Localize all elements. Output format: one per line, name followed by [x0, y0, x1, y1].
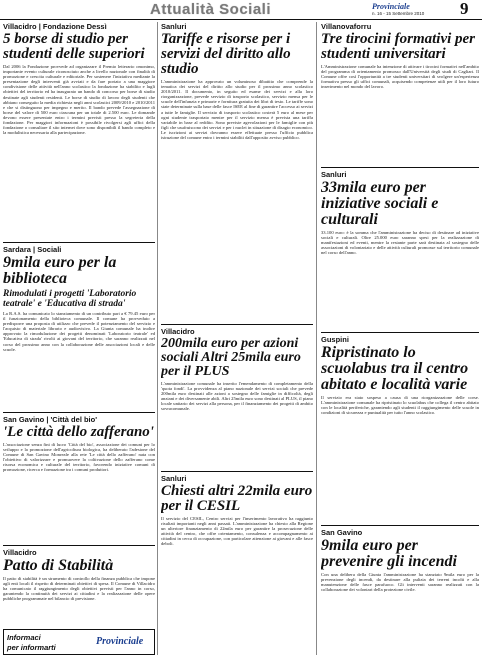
article-patto-stabilita [3, 548, 155, 626]
article-headline: Tre tirocini formativi per studenti universitari [321, 31, 476, 62]
article-body: 33.100 euro: è la somma che l'amministrazione ha deciso di destinare ad iniziative sociali e culturali. Oltre 25.000 euro saranno spesi per la realizzazione di manifestazioni ed eventi, mentre la restante parte sarà destinata al sostegno delle associazioni di volontariato e delle attività culturali promosse sul territorio comunale nel corso dell'anno. [321, 230, 479, 256]
article-headline: Patto di Stabilità [3, 557, 114, 574]
article-headline: 5 borse di studio per studenti delle superiori [3, 31, 145, 62]
article-body: Con una delibera della Giunta l'amministrazione ha stanziato 9mila euro per la prevenzione degli incendi, da destinare alla pulizia dei terreni incolti e alla manutenzione delle fasce parafuoco. Gli interventi saranno realizzati con la collaborazione dei volontari della protezione civile. [321, 572, 479, 593]
article-headline: 9mila euro per la biblioteca [3, 254, 117, 287]
article-kicker: Villacidro | Fondazione Dessì [3, 22, 107, 31]
article-divider [161, 471, 313, 472]
article-diritto-studio [161, 22, 313, 322]
article-body: Il patto di stabilità è un strumento di controllo della finanza pubblica che impone agli enti locali il rispetto di determinati obiettivi di spesa. Il Comune di Villacidro ha comunicato il raggiungimento degli obiettivi previsti per l'anno in corso, garantendo la continuità dei servizi ai cittadini e la realizzazione delle opere pubbliche programmate nel bilancio di previsione. [3, 576, 155, 602]
article-subhead: Rimodulati i progetti 'Laboratorio teatrale' e 'Educativa di strada' [3, 289, 137, 309]
article-divider [161, 324, 313, 325]
article-kicker: Sanluri [161, 474, 187, 483]
article-body: L'amministrazione comunale ha inserito l'emendamento di completamento della 'quota fondi'. La provvidenza al piano nazionale dei servizi sociali che prevede 200mila euro destinati alle azioni a sostegno delle famiglie in difficoltà, degli anziani e dei diversamente abili. Altri 25mila euro sono destinati al PLUS, il piano locale unitario dei servizi alla persona, per il finanziamento dei progetti di ambito sovracomunale. [161, 381, 313, 412]
article-kicker: San Gavino [321, 528, 363, 537]
article-cesil [161, 474, 313, 654]
article-incendi [321, 528, 479, 655]
column-right [321, 22, 479, 655]
article-scuolabus [321, 335, 479, 523]
newspaper-logo: Provinciale [372, 2, 410, 11]
article-kicker: Guspini [321, 335, 349, 344]
article-body: Il servizio del CESIL, Centro servizi per l'inserimento lavorativo ha raggiunto risultati importanti negli anni passati. L'amministrazione ha chiesto alla Regione un ulteriore finanziamento di 22mila euro per garantire la prosecuzione delle attività del centro, che offre orientamento, consulenza e accompagnamento ai cittadini in cerca di occupazione, con particolare attenzione ai giovani e alle fasce deboli. [161, 516, 313, 547]
promo-line-1: Informaci [7, 633, 41, 642]
article-headline: 33mila euro per iniziative sociali e culturali [321, 179, 439, 228]
issue-date: n. 16 - 15 Settembre 2010 [372, 11, 425, 16]
article-body: La R.A.S. ha comunicato lo stanziamento di un contributo pari a € 79.45 euro per il funzionamento della biblioteca comunale. Il comune ha provveduto a predisporre una proposta di utilizzo che prevede il potenziamento del servizio e l'acquisto di materiale librario e audiovisivo. La Giunta comunale ha inoltre approvato la rimodulazione dei progetti denominati 'Laboratorio teatrale' ed 'Educativa di strada' rivolti ai giovani del territorio, che saranno realizzati nel corso del prossimo anno con la collaborazione delle associazioni locali e delle scuole. [3, 311, 155, 352]
article-headline: Chiesti altri 22mila euro per il CESIL [161, 483, 313, 514]
article-headline: Ripristinato lo scuolabus tra il centro abitato e località varie [321, 344, 469, 393]
article-divider [321, 525, 479, 526]
column-left [3, 22, 155, 655]
article-iniziative-sociali [321, 170, 479, 330]
article-body: Dal 2006 la Fondazione provvede ad organizzare il Premio letterario omonimo, importante evento culturale riconosciuto anche a livello nazionale con finalità di promozione e crescita culturale e editoriale. Per sostenere l'iniziativa mediante la presentazione degli interventi già avviati e da fare portato a una maggiore condivisione delle attività nell'anno scolastico la fondazione ha stabilito e lugli obiettivi del territorio ed ha inaugurato un bando di concorso per borse di studio destinate agli studenti residenti. Le borse di studio di lavoro degli studenti che abbiano conseguito la media richiesta negli anni scolastici 2009/2010 e 2010/2011 e che si distinguono per impegno e merito. Il bando prevede l'assegnazione di borse del valore di 500 euro ciascuna per un totale di 2.500 euro. Le domande devono essere presentate entro i termini previsti presso la segreteria della fondazione. Per maggiori informazioni è possibile rivolgersi agli uffici della fondazione o consultare il sito internet dove sono disponibili il bando completo e la modulistica necessaria alla partecipazione. [3, 64, 155, 136]
article-headline: 9mila euro per prevenire gli incendi [321, 537, 457, 570]
article-divider [3, 412, 155, 413]
article-tirocini [321, 22, 479, 165]
article-divider [321, 332, 479, 333]
article-kicker: Sanluri [321, 170, 347, 179]
article-kicker: Sanluri [161, 22, 187, 31]
article-kicker: Sardara | Sociali [3, 245, 62, 254]
article-body: Il servizio era stato sospeso a causa di una riorganizzazione delle corse. L'amministrazione comunale ha ripristinato lo scuolabus che collega il centro abitato con le località periferiche, garantendo agli studenti il raggiungimento delle scuole in condizioni di sicurezza e puntualità per tutto l'anno scolastico. [321, 395, 479, 416]
promo-brand: Provinciale [96, 636, 144, 647]
article-kicker: Villanovaforru [321, 22, 372, 31]
column-divider [157, 22, 158, 655]
article-azioni-sociali [161, 327, 313, 469]
article-biblioteca [3, 245, 155, 410]
article-borse-di-studio [3, 22, 155, 240]
article-divider [3, 545, 155, 546]
promo-box [3, 629, 155, 655]
column-divider [316, 22, 317, 655]
column-middle [161, 22, 313, 655]
article-headline: Tariffe e risorse per i servizi del diritto allo studio [161, 31, 291, 77]
article-zafferano [3, 415, 155, 543]
article-divider [321, 167, 479, 168]
article-body: L'associazione senza fini di lucro 'Città del bio', associazione dei comuni per lo sviluppo e la promozione dell'agricoltura biologica, ha deliberato l'adesione del Comune di San Gavino Monreale alla rete 'Le città dello zafferano' nata con l'obiettivo di valorizzare e promuovere la coltivazione dello zafferano come risorsa economica e culturale del territorio, favorendo iniziative comuni di promozione, ricerca e formazione tra i comuni produttori. [3, 442, 155, 473]
masthead [0, 0, 482, 20]
article-body: L'Amministrazione comunale ha intenzione di attivare i tirocini formativi nell'ambito del programma di orientamento promosso dall'Università degli studi di Cagliari. Il Comune offre così l'opportunità a tre studenti universitari di svolgere un'esperienza formativa presso gli uffici comunali, acquisendo competenze utili per il loro futuro inserimento nel mondo del lavoro. [321, 64, 479, 90]
article-kicker: Villacidro [3, 548, 37, 557]
page-number: 9 [460, 0, 469, 18]
section-title: Attualità Sociali [150, 1, 272, 18]
article-divider [3, 242, 155, 243]
article-headline: 'Le città dello zafferano' [3, 424, 154, 440]
article-kicker: San Gavino | 'Città del bio' [3, 415, 98, 424]
promo-line-2: per informarti [7, 643, 56, 652]
article-headline: 200mila euro per azioni sociali Altri 25mila euro per il PLUS [161, 336, 301, 379]
article-kicker: Villacidro [161, 327, 195, 336]
article-body: L'amministrazione ha approvato un voluminoso dibattito che comprende la tematica dei servizi del diritto allo studio per il prossimo anno scolastico 2010/2011. Il documento, in seguito ed esame dei servizi e alla loro riorganizzazione, prevede servizio di trasporto scolastico, servizio mensa per le scuole dell'infanzia e primarie e fornitura gratuita dei libri di testo. Le tariffe sono state determinate sulla base delle fasce ISEE al fine di garantire l'accesso ai servizi a tutte le famiglie. Il servizio di trasporto scolastico costerà 5 euro al mese per ogni studente trasportato mentre per il servizio mensa è prevista una tariffa variabile in base al reddito. Sono previste agevolazioni per le famiglie con più figli che usufruiscono dei servizi e per i nuclei in situazione di disagio economico. Le iscrizioni ai servizi dovranno essere effettuate presso l'ufficio pubblica istruzione del comune entro i termini stabiliti dall'apposito avviso pubblico. [161, 79, 313, 141]
